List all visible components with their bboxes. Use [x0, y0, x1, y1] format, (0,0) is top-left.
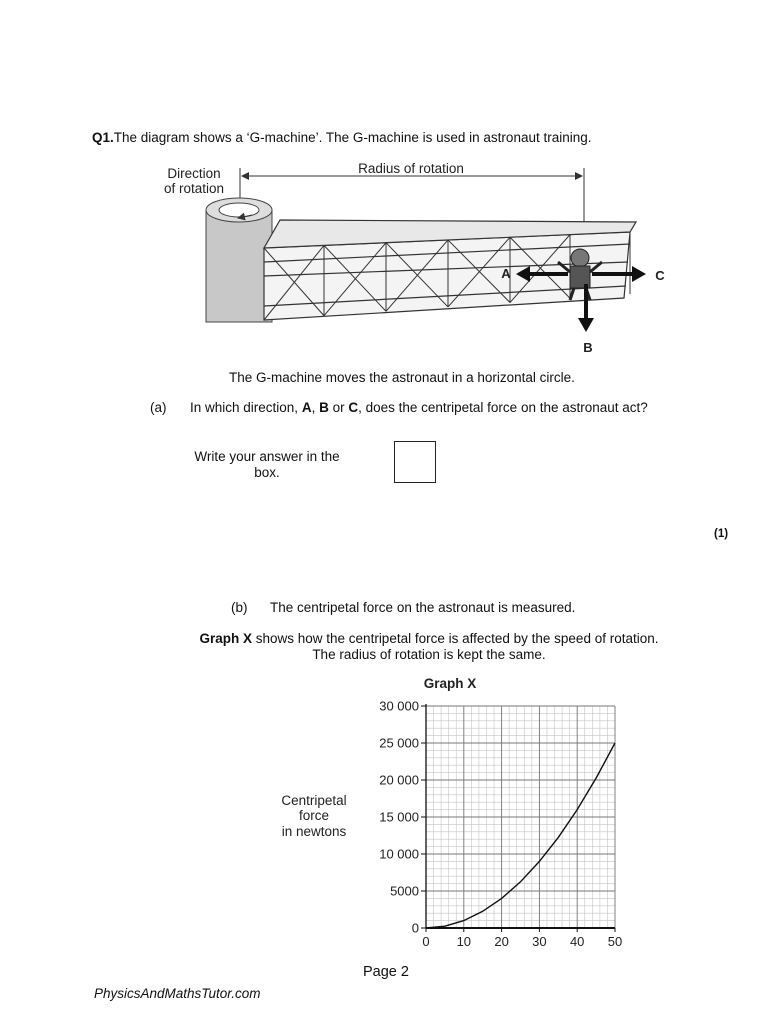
- y-tick-label: 10 000: [379, 846, 419, 862]
- x-tick-label: 10: [456, 934, 472, 949]
- question-intro: [92, 130, 592, 145]
- question-number: Q1.: [92, 130, 114, 145]
- grid-major: [426, 706, 615, 928]
- x-tick-labels: [422, 934, 622, 949]
- direction-label-2: of rotation: [163, 181, 225, 196]
- diagram-caption: The G-machine moves the astronaut in a horizontal circle.: [229, 370, 575, 385]
- y-tick-label: 25 000: [379, 735, 419, 751]
- y-axis-label-2: force: [298, 808, 330, 823]
- answer-box[interactable]: [394, 441, 436, 483]
- marks-label: (1): [714, 528, 729, 540]
- part-a-question-post: , does the centripetal force on the astronaut act?: [358, 400, 648, 415]
- question-text: The diagram shows a ‘G-machine’. The G-machine is used in astronaut training.: [113, 130, 592, 145]
- part-a-question: [190, 400, 648, 415]
- direction-label-1: Direction: [167, 166, 221, 181]
- part-a-question-pre: In which direction,: [190, 400, 302, 415]
- y-tick-label: 15 000: [379, 809, 419, 825]
- option-c: C: [348, 400, 359, 415]
- option-a: A: [301, 400, 312, 415]
- central-pillar: [206, 210, 272, 322]
- site-name: PhysicsAndMathsTutor.com: [94, 986, 261, 1001]
- label-a: A: [501, 266, 511, 281]
- part-a-label: (a): [150, 400, 167, 415]
- part-b-text: The centripetal force on the astronaut is measured.: [270, 600, 576, 615]
- x-tick-label: 30: [532, 934, 547, 949]
- graph-name: Graph X: [199, 631, 252, 646]
- graph-intro: [176, 631, 682, 663]
- sep-1: ,: [311, 400, 320, 415]
- x-tick-label: 50: [607, 934, 623, 949]
- page-number: Page 2: [363, 964, 409, 980]
- sep-2: or: [328, 400, 349, 415]
- y-axis-label-3: in newtons: [281, 824, 347, 839]
- radius-label: Radius of rotation: [358, 161, 464, 176]
- graph-x: [270, 672, 640, 954]
- y-axis-label-1: Centripetal: [281, 793, 347, 808]
- write-answer-instruction: Write your answer in the box.: [194, 449, 340, 480]
- part-b-label: (b): [231, 600, 248, 615]
- x-tick-label: 40: [569, 934, 585, 949]
- x-tick-label: 20: [494, 934, 509, 949]
- series-line: [426, 743, 615, 928]
- graph-desc-2: The radius of rotation is kept the same.: [312, 647, 546, 662]
- graph-desc: shows how the centripetal force is affected by the speed of rotation.: [252, 631, 659, 646]
- label-b: B: [583, 340, 593, 355]
- g-machine-diagram: [160, 158, 680, 358]
- y-tick-label: 5000: [390, 883, 419, 899]
- x-tick-label: 0: [422, 934, 430, 949]
- label-c: C: [655, 268, 665, 283]
- axes: [421, 704, 615, 932]
- y-tick-labels: [379, 699, 419, 936]
- y-tick-label: 30 000: [379, 698, 419, 714]
- y-tick-label: 0: [411, 920, 419, 936]
- chart-title: Graph X: [423, 676, 477, 691]
- option-b: B: [319, 400, 329, 415]
- rotation-ring: [219, 203, 259, 217]
- y-tick-label: 20 000: [379, 772, 419, 788]
